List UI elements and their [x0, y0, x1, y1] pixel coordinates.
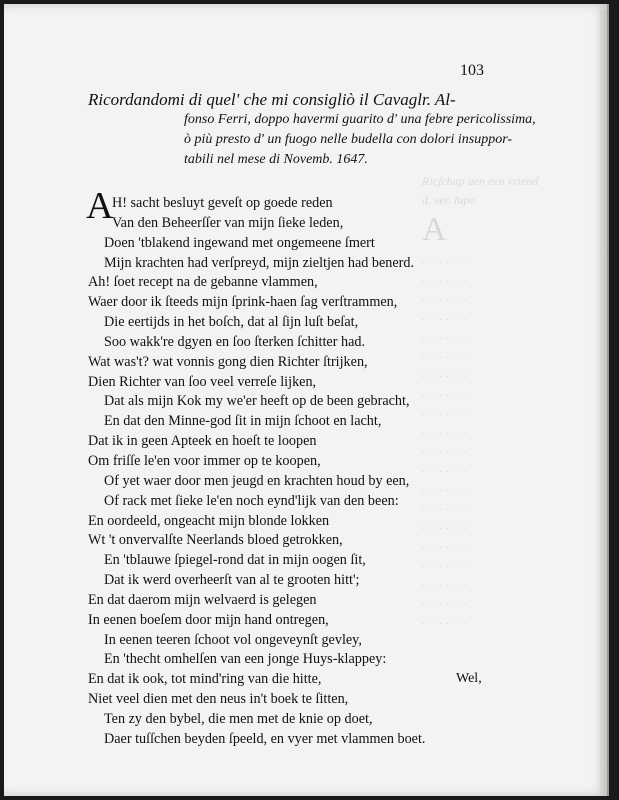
poem-line: In eenen boeſem door mijn hand ontregen,: [88, 611, 329, 628]
poem-line: Daer tuſſchen beyden ſpeeld, en vyer met vlammen boet.: [104, 730, 426, 747]
poem-line: Mijn krachten had verſpreyd, mijn zieltjen had benerd.: [104, 254, 415, 271]
poem-line: Niet veel dien met den neus in't boek te ſitten,: [88, 691, 349, 708]
heading-line: Ricordandomi di quel' che mi consigliò il Cavaglr. Al-: [88, 90, 456, 109]
heading-line: tabili nel mese di Novemb. 1647.: [184, 152, 368, 167]
poem-line: Om friſſe le'en voor immer op te koopen,: [88, 452, 321, 469]
poem-line: Of rack met ſieke le'en noch eynd'lijk van den been:: [104, 492, 399, 509]
poem-line: H! sacht besluyt geveſt op goede reden: [112, 195, 333, 211]
drop-cap: A: [86, 185, 114, 227]
page-number: 103: [460, 62, 484, 79]
poem-line: Dat ik in geen Apteek en hoeſt te loopen: [88, 433, 317, 450]
poem-line: Wat was't? wat vonnis gong dien Richter ſtrijken,: [88, 353, 368, 370]
poem-line: Van den Beheerſſer van mijn ſieke leden,: [112, 214, 344, 231]
poem-line: Dien Richter van ſoo veel verreſe lijken,: [88, 373, 317, 390]
poem-line: En dat den Minne-god ſit in mijn ſchoot en lacht,: [104, 413, 382, 430]
poem-line: Of yet waer door men jeugd en krachten houd by een,: [104, 472, 410, 489]
poem-line: Die eertijds in het boſch, dat al ſijn luſt beſat,: [104, 314, 359, 331]
book-page: [4, 4, 609, 796]
heading-line: fonso Ferri, doppo havermi guarito d' una febre pericolissima,: [184, 112, 536, 127]
poem-line: In eenen teeren ſchoot vol ongeveynſt gevley,: [104, 631, 362, 648]
poem-heading: [88, 90, 536, 170]
poem-line: Ah! ſoet recept na de gebanne vlammen,: [88, 274, 318, 291]
poem-line: En dat ik ook, tot mind'ring van die hitte,: [88, 671, 322, 688]
poem-line: En 'tblauwe ſpiegel-rond dat in mijn oogen ſit,: [104, 552, 366, 569]
catchword: Wel,: [456, 671, 482, 686]
poem-line: Soo wakk're dgyen en ſoo ſterken ſchitter had.: [104, 333, 366, 350]
poem-line: Ten zy den bybel, die men met de knie op doet,: [104, 710, 373, 727]
show-through-text: Ricſchap aen een vriend d. ver. lupe. A . . . . . . . . . . . . . . . . . . . . . . . . . . . . . . . . . . . . . . . . . . . . . . . . . . . . . . . . . . . . . . . . . . . . . . . . . . . . . . . . . . . . . . . . . . . . . . . . . . . . . . . . . . . . . . . . . . . . . . . . . . . . . . . . . . . . . . . . . . . . . . . . . . . . . . . . . . . . . . . .: [422, 174, 539, 627]
poem-body: [86, 185, 508, 750]
poem-line: Waer door ik ſteeds mijn ſprink-haen ſag verſtrammen,: [88, 294, 398, 311]
poem-line: En 'thecht omhelſen van een jonge Huys-klappey:: [104, 651, 387, 668]
poem-line: Wt 't onvervalſte Neerlands bloed getrokken,: [88, 532, 343, 549]
poem-line: Doen 'tblakend ingewand met ongemeene ſmert: [104, 234, 375, 251]
poem-line: Dat ik werd overheerſt van al te grooten hitt';: [104, 572, 360, 589]
poem-line: Dat als mijn Kok my we'er heeft op de been gebracht,: [104, 393, 410, 410]
poem-line: En oordeeld, ongeacht mijn blonde lokken: [88, 512, 330, 529]
poem-line: En dat daerom mijn welvaerd is gelegen: [88, 591, 317, 608]
heading-line: ò più presto d' un fuogo nelle budella con dolori insuppor-: [184, 132, 513, 147]
